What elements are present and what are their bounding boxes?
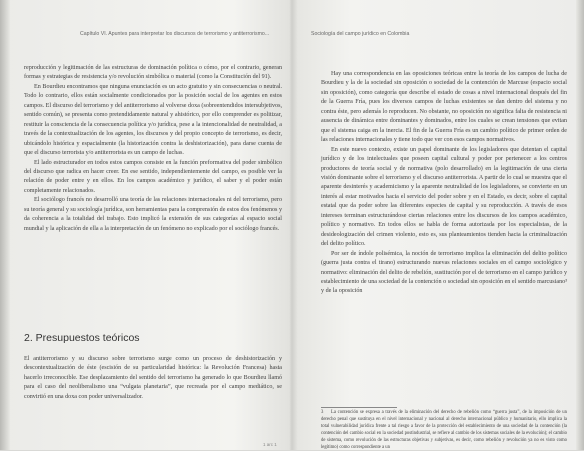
left-running-head: Capítulo VI. Apuntes para interpretar los discursos de terrorismo y antiterrorismo...: [80, 31, 270, 37]
right-running-head: Sociología del campo jurídico en Colombia: [311, 31, 410, 37]
right-page-edge: [576, 0, 584, 450]
paragraph: El lado estructurador en todos estos campos consiste en la función preformativa del poder simbólico del discurso que radica en hacer creer. En ese sentido, independientemente del campo, es posible ver la relación de poder entre y en ellos. En los campos académico y jurídico, el saber y el poder están completamente relacionados.: [24, 159, 282, 194]
paragraph: El antiterrorismo y su discurso sobre terrorismo surge como un proceso de deshistorización y descontextualización de éste (escisión de su particularidad histórica: la Revolución Francesa) hasta hacerlo irreconocible. Ese desplazamiento del sentido del terrorismo ha generado lo que Bourdieu llamó para el caso del neoliberalismo una “vulgata planetaria”, que recreada por el campo mediático, se convirtió en una doxa con poder universalizador.: [24, 356, 282, 400]
right-page: [301, 0, 571, 450]
paragraph: Hay una correspondencia en las oposiciones teóricas entre la teoría de los campos de lucha de Bourdieu y la de la sociedad sin oposición o sociedad de la contención de Marcuse (espacio social sin oposición), como categoría que describe el estado de cosas a nivel internacional después del fin de la Guerra Fría, pues los diversos campos de luchas existentes se dan dentro del sistema y no contra éste, pero además lo reproducen. No obstante, no oposición no significa falta de resistencia ni ausencia de dinámica entre dominantes y dominados, entre los cuales se crean tensiones que evitan que el sistema caiga en la inercia. El fin de la Guerra Fría es un cambio político de primer orden de las relaciones internacionales y tiene todo que ver con esos campos normativos.: [321, 71, 567, 144]
paragraph: En este nuevo contexto, existe un papel dominante de los legisladores que detentan el capital jurídico y de los intelectuales que poseen capital cultural y poder por pertenecer a los centros productores de teoría social y de normativa (polo desarrollado) en la legitimación de una cierta visión dominante sobre el terrorismo y el discurso antiterrorista. A partir de lo cual se muestra que el aparente desinterés y academicismo y la aparente neutralidad de los legisladores, se convierte en un interés al estar motivados hacia el servicio del poder sobre y en el Estado, es decir, sobre el capital estatal que da poder sobre las diferentes especies de capital y su reproducción. A través de esos intereses terminan estructurándose ciertas relaciones entre los discursos de los campos académico, político y normativo. En todos ellos se habla de forma autorizada por los especialistas, de la desideologización del crimen violento, esto es, sus planteamientos tienden hacia la criminalización del delito político.: [321, 146, 567, 248]
paragraph: El sociólogo francés no desarrolló una teoría de las relaciones internacionales ni del terrorismo, pero su teoría general y su sociología jurídica, son herramientas para la comprensión de estos dos fenómenos y da coherencia a la totalidad del trabajo. Esto implicó la extensión de sus categorías al espacio social mundial y la aplicación de ella a la interpretación de un fenómeno no explicado por el sociólogo francés.: [24, 197, 282, 232]
folio: 1 arc 1: [263, 442, 277, 447]
left-body-bottom: [24, 355, 282, 402]
footnote-rule: [321, 407, 397, 408]
left-page: [14, 0, 284, 450]
paragraph: Por ser de índole polisémica, la noción de terrorismo implica la eliminación del delito político (guerra justa contra el tirano) estructurando nuevas relaciones sociales en el campo sociológico y normativo: eliminación del delito de rebelión, sustitución por el de terrorismo en el campo jurídico y establecimiento de una sociedad de la contención o sociedad sin oposición en el sentido marcusiano³ y de la oposición: [321, 250, 567, 295]
paragraph: reproducción y legitimación de las estructuras de dominación política o cómo, por el contrario, generan formas y estrategias de resistencia y/o revolución simbólica o material (como la Constitución del 91).: [24, 65, 282, 81]
right-body: [321, 70, 567, 297]
left-page-edge: [0, 0, 10, 450]
section-heading: 2. Presupuestos teóricos: [24, 332, 140, 344]
footnote-text: La contención se expresa a través de la eliminación del derecho de rebelión como “guerra justa”, de la imposición de un derecho penal que sustituya en el nivel internacional y nacional al derecho internacional público y humanitario, ello implica la total vulnerabilidad jurídica frente a tal riesgo a favor de la protección del establecimiento de una sociedad de la contención (la contención del cambio social en la sociedad postindustrial, se refiere al cambio de los sistemas sociales de la evolución); el cambio de sistema, como revolución de las estructuras objetivas y subjetivas, es decir, como rebelión y revolución ya no es visto como legítimo) como correspondiente a un: [321, 410, 567, 450]
footnote: [321, 410, 567, 451]
paragraph: En Bourdieu encontramos que ninguna enunciación es un acto gratuito y sin consecuencias o neutral. Todo lo contrario, ellos están socialmente condicionados por la posición social de los agentes en estos campos. El discurso del terrorismo y del antiterrorismo al volverse doxa (sobreentendidos intersubjetivos, sentido común), se presenta como pretendidamente natural y ahistórico, por ello comprender es politizar, restituir la consciencia de la consecuencia política y/o jurídica, pese a la intencionalidad de neutralidad, a través de la contextualización de los agentes, los discursos y del propio concepto de terrorismo, es decir, ubicándolo histórica y espacialmente (la historización contra la deshistorización), para darse cuenta de que el discurso terrorista y/o antiterrorista es un campo de luchas.: [24, 83, 282, 157]
left-body-top: [24, 64, 282, 234]
footnote-number: 3: [321, 410, 324, 415]
